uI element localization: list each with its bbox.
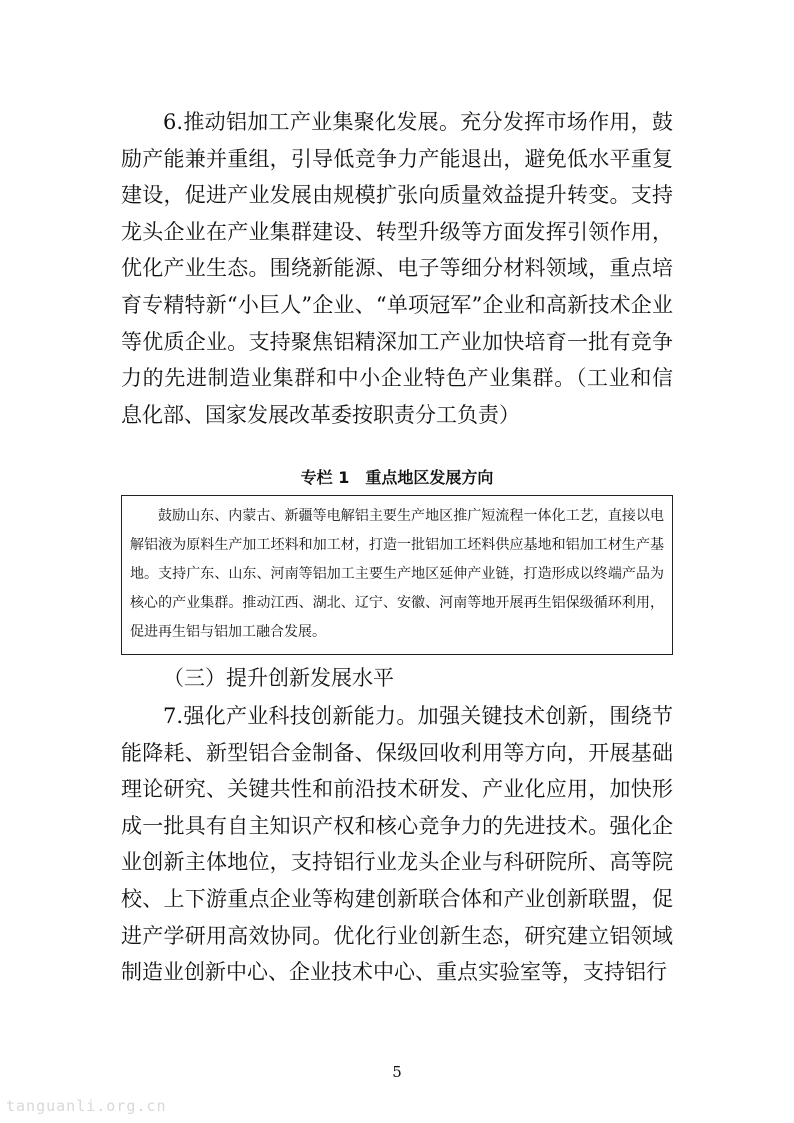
paragraph-6: 6.推动铝加工产业集聚化发展。充分发挥市场作用，鼓励产能兼并重组，引导低竞争力产能退出，避免低水平重复建设，促进产业发展由规模扩张向质量效益提升转变。支持龙头企业在产业集群建设、转型升级等方面发挥引领作用，优化产业生态。围绕新能源、电子等细分材料领域，重点培育专精特新“小巨人”企业、“单项冠军”企业和高新技术企业等优质企业。支持聚焦铝精深加工产业加快培育一批有竞争力的先进制造业集群和中小企业特色产业集群。（工业和信息化部、国家发展改革委按职责分工负责） [121, 110, 673, 427]
section-heading: （三）提升创新发展水平 [163, 666, 394, 690]
watermark: tanguanli.org.cn [6, 1097, 167, 1115]
feature-box [121, 495, 673, 655]
box-text: 鼓励山东、内蒙古、新疆等电解铝主要生产地区推广短流程一体化工艺，直接以电解铝液为原料生产加工坯料和加工材，打造一批铝加工坯料供应基地和铝加工材生产基地。支持广东、山东、河南等铝加工主要生产地区延伸产业链，打造形成以终端产品为核心的产业集群。推动江西、湖北、辽宁、安徽、河南等地开展再生铝保级循环利用，促进再生铝与铝加工融合发展。 [130, 508, 664, 640]
paragraph-7: 7.强化产业科技创新能力。加强关键技术创新，围绕节能降耗、新型铝合金制备、保级回收利用等方向，开展基础理论研究、关键共性和前沿技术研发、产业化应用，加快形成一批具有自主知识产权和核心竞争力的先进技术。强化企业创新主体地位，支持铝行业龙头企业与科研院所、高等院校、上下游重点企业等构建创新联合体和产业创新联盟，促进产学研用高效协同。优化行业创新生态，研究建立铝领域制造业创新中心、企业技术中心、重点实验室等，支持铝行 [121, 704, 673, 985]
box-title: 专栏 1 重点地区发展方向 [300, 468, 494, 487]
page-number: 5 [392, 1063, 402, 1081]
